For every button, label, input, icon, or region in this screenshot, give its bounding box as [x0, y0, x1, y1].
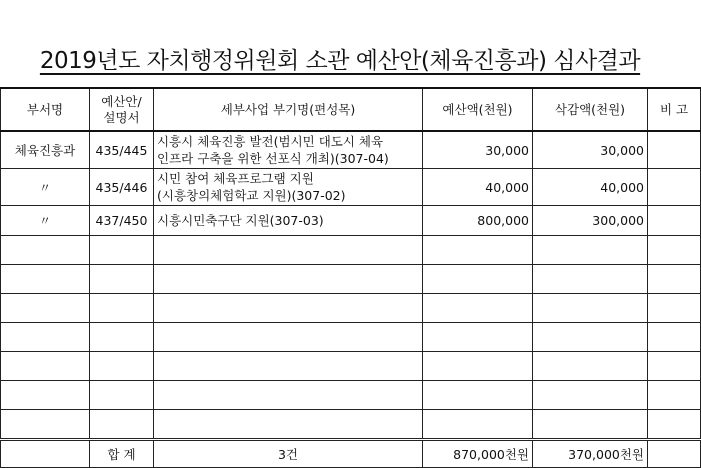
empty-row — [1, 352, 701, 381]
docno-cell: 437/450 — [90, 206, 154, 236]
total-dept-cell — [1, 440, 90, 468]
empty-row — [1, 265, 701, 294]
docno-cell: 435/445 — [90, 131, 154, 169]
total-label: 합 계 — [90, 440, 154, 468]
header-budget: 예산액(천원) — [423, 88, 533, 131]
header-row — [1, 88, 701, 131]
empty-row — [1, 323, 701, 352]
empty-row — [1, 294, 701, 323]
header-docno-line1: 예산안/ — [101, 93, 142, 109]
header-docno — [90, 88, 154, 131]
header-dept: 부서명 — [1, 88, 90, 131]
total-count: 3건 — [154, 440, 423, 468]
header-note: 비 고 — [648, 88, 701, 131]
project-line1: 시흥시 체육진흥 발전(범시민 대도시 체육 — [157, 134, 384, 149]
total-note-cell — [648, 440, 701, 468]
budget-cell: 30,000 — [423, 131, 533, 169]
empty-row — [1, 236, 701, 265]
budget-cell: 800,000 — [423, 206, 533, 236]
project-line1: 시민 참여 체육프로그램 지원 — [157, 171, 314, 186]
cut-cell: 40,000 — [533, 169, 648, 206]
review-result-table — [0, 87, 701, 468]
empty-row — [1, 410, 701, 440]
empty-row — [1, 381, 701, 410]
header-cut: 삭감액(천원) — [533, 88, 648, 131]
docno-cell: 435/446 — [90, 169, 154, 206]
dept-cell: 〃 — [1, 206, 90, 236]
total-row — [1, 440, 701, 468]
table-row — [1, 131, 701, 169]
dept-cell: 체육진흥과 — [1, 131, 90, 169]
note-cell — [648, 206, 701, 236]
project-cell: 시흥시민축구단 지원(307-03) — [154, 206, 423, 236]
project-cell — [154, 131, 423, 169]
cut-cell: 300,000 — [533, 206, 648, 236]
project-cell — [154, 169, 423, 206]
project-line2: 인프라 구축을 위한 선포식 개최)(307-04) — [157, 151, 389, 166]
header-project: 세부사업 부기명(편성목) — [154, 88, 423, 131]
page-title: 2019년도 자치행정위원회 소관 예산안(체육진흥과) 심사결과 — [39, 48, 641, 74]
note-cell — [648, 169, 701, 206]
cut-cell: 30,000 — [533, 131, 648, 169]
total-cut: 370,000천원 — [533, 440, 648, 468]
dept-cell: 〃 — [1, 169, 90, 206]
table-row — [1, 206, 701, 236]
header-docno-line2: 설명서 — [103, 109, 140, 125]
table-row — [1, 169, 701, 206]
project-line2: (시흥창의체험학교 지원)(307-02) — [157, 188, 346, 203]
budget-cell: 40,000 — [423, 169, 533, 206]
note-cell — [648, 131, 701, 169]
total-budget: 870,000천원 — [423, 440, 533, 468]
